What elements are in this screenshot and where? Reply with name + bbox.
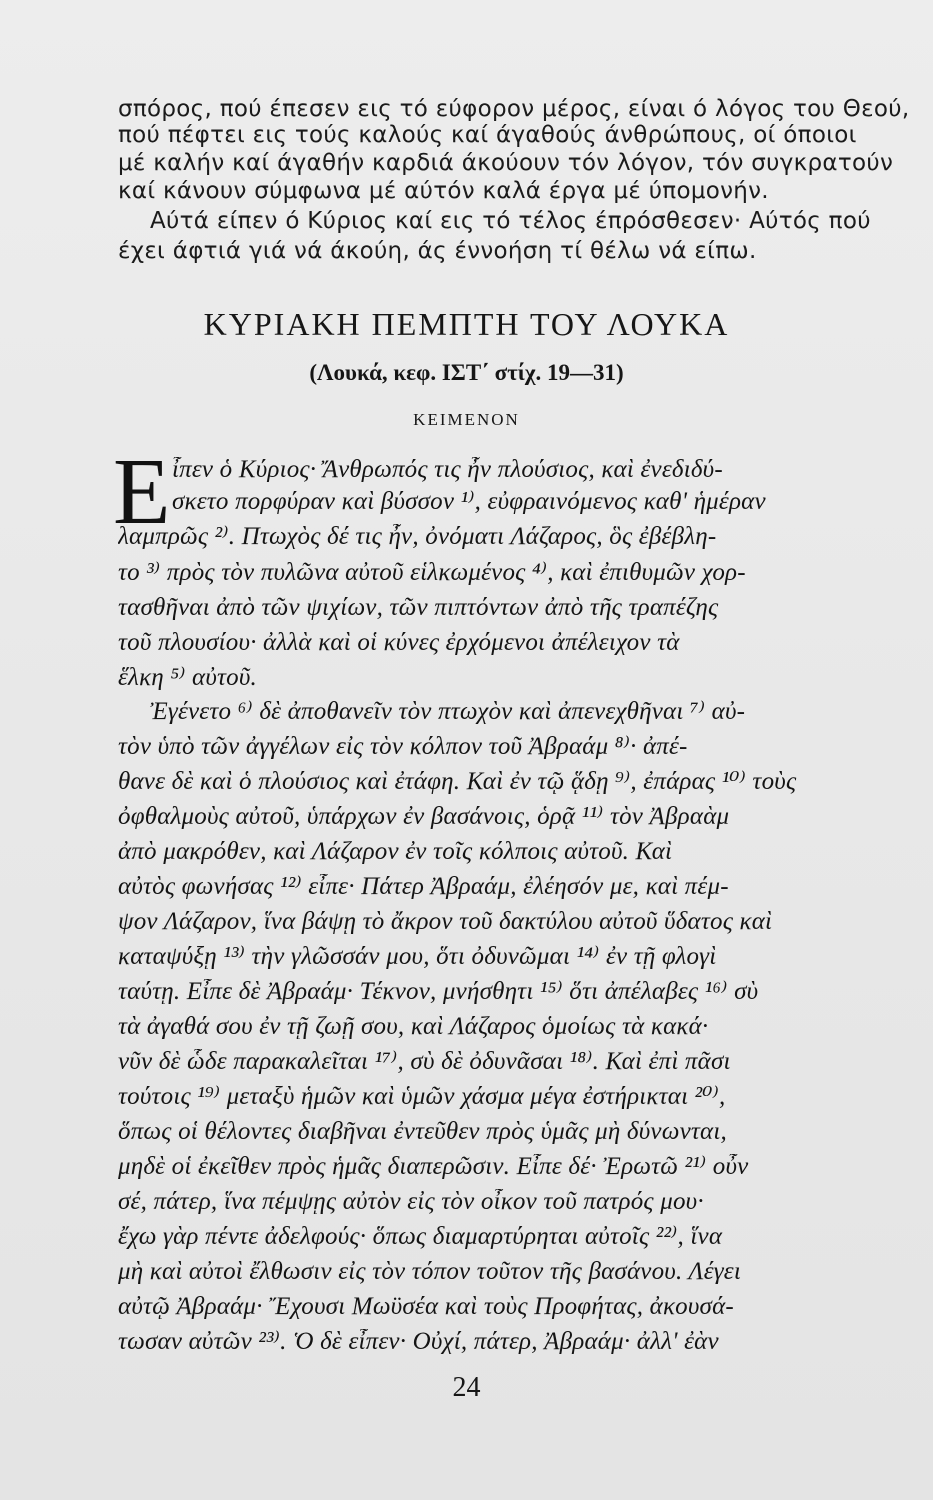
body-line-12: ἀπὸ μακρόθεν, καὶ Λάζαρον ἐν τοῖς κόλποις αὐτοῦ. Καὶ <box>118 839 673 864</box>
body-line-5: τασθῆναι ἀπὸ τῶν ψιχίων, τῶν πιπτόντων ἀπὸ τῆς τραπέζης <box>118 595 719 620</box>
intro-line-1: σπόρος, πού έπεσεν εις τό εύφορον μέρος, είναι ό λόγος του Θεού, <box>118 98 910 121</box>
body-line-14: ψον Λάζαρον, ἵνα βάψῃ τὸ ἄκρον τοῦ δακτύλου αὐτοῦ ὕδατος καὶ <box>118 909 773 934</box>
body-line-3: λαμπρῶς ²⁾. Πτωχὸς δέ τις ἦν, ὀνόματι Λάζαρος, ὃς ἐβέβλη- <box>118 524 717 549</box>
body-line-4: το ³⁾ πρὸς τὸν πυλῶνα αὐτοῦ εἱλκωμένος ⁴⁾, καὶ ἐπιθυμῶν χορ- <box>118 560 746 585</box>
drop-cap-letter: Ε <box>113 440 171 544</box>
body-line-6: τοῦ πλουσίου· ἀλλὰ καὶ οἱ κύνες ἐρχόμενοι ἀπέλειχον τὰ <box>118 630 680 655</box>
body-line-1: ἶπεν ὁ Κύριος· Ἄνθρωπός τις ἦν πλούσιος, καὶ ἐνεδιδύ- <box>172 457 723 482</box>
body-line-18: νῦν δὲ ὧδε παρακαλεῖται ¹⁷⁾, σὺ δὲ ὀδυνᾶσαι ¹⁸⁾. Καὶ ἐπὶ πᾶσι <box>118 1049 731 1074</box>
body-line-25: αὐτῷ Ἀβραάμ· Ἔχουσι Μωϋσέα καὶ τοὺς Προφήτας, ἀκουσά- <box>118 1294 734 1319</box>
body-line-21: μηδὲ οἱ ἐκεῖθεν πρὸς ἡμᾶς διαπερῶσιν. Εἶπε δέ· Ἐρωτῶ ²¹⁾ οὖν <box>118 1154 749 1179</box>
body-line-24: μὴ καὶ αὐτοὶ ἔλθωσιν εἰς τὸν τόπον τοῦτον τῆς βασάνου. Λέγει <box>118 1259 741 1284</box>
body-line-7: ἕλκη ⁵⁾ αὐτοῦ. <box>118 665 257 690</box>
body-line-8: Ἐγένετο ⁶⁾ δὲ ἀποθανεῖν τὸν πτωχὸν καὶ ἀπενεχθῆναι ⁷⁾ αὐ- <box>150 699 746 724</box>
body-line-13: αὐτὸς φωνήσας ¹²⁾ εἶπε· Πάτερ Ἀβραάμ, ἐλέησόν με, καὶ πέμ- <box>118 874 729 899</box>
body-line-23: ἔχω γὰρ πέντε ἀδελφούς· ὅπως διαμαρτύρηται αὐτοῖς ²²⁾, ἵνα <box>118 1224 723 1249</box>
body-line-26: τωσαν αὐτῶν ²³⁾. Ὁ δὲ εἶπεν· Οὐχί, πάτερ, Ἀβραάμ· ἀλλ' ἐὰν <box>118 1329 719 1354</box>
intro-line-2: πού πέφτει εις τούς καλούς καί άγαθούς άνθρώπους, οί όποιοι <box>118 124 857 147</box>
scripture-reference: (Λουκά, κεφ. ΙΣΤ΄ στίχ. 19—31) <box>309 360 624 385</box>
intro-line-5: Αύτά είπεν ό Κύριος καί εις τό τέλος έπρόσθεσεν· Αύτός πού <box>150 210 871 233</box>
body-line-10: θανε δὲ καὶ ὁ πλούσιος καὶ ἐτάφη. Καὶ ἐν τῷ ᾅδῃ ⁹⁾, ἐπάρας ¹⁰⁾ τοὺς <box>118 769 797 794</box>
body-line-20: ὅπως οἱ θέλοντες διαβῆναι ἐντεῦθεν πρὸς ὑμᾶς μὴ δύνωνται, <box>118 1119 727 1144</box>
intro-line-4: καί κάνουν σύμφωνα μέ αύτόν καλά έργα μέ ύπομονήν. <box>118 180 769 203</box>
section-title: ΚΥΡΙΑΚΗ ΠΕΜΠΤΗ ΤΟΥ ΛΟΥΚΑ <box>203 306 730 342</box>
body-line-22: σέ, πάτερ, ἵνα πέμψῃς αὐτὸν εἰς τὸν οἶκον τοῦ πατρός μου· <box>118 1189 704 1214</box>
body-line-17: τὰ ἀγαθά σου ἐν τῇ ζωῇ σου, καὶ Λάζαρος ὁμοίως τὰ κακά· <box>118 1014 709 1039</box>
body-line-16: ταύτῃ. Εἶπε δὲ Ἀβραάμ· Τέκνον, μνήσθητι ¹⁵⁾ ὅτι ἀπέλαβες ¹⁶⁾ σὺ <box>118 979 759 1004</box>
body-line-19: τούτοις ¹⁹⁾ μεταξὺ ἡμῶν καὶ ὑμῶν χάσμα μέγα ἐστήρικται ²⁰⁾, <box>118 1084 726 1109</box>
intro-line-6: έχει άφτιά γιά νά άκούη, άς έννοήση τί θέλω νά είπω. <box>118 240 757 263</box>
page-number: 24 <box>452 1372 481 1403</box>
body-line-15: καταψύξῃ ¹³⁾ τὴν γλῶσσάν μου, ὅτι ὀδυνῶμαι ¹⁴⁾ ἐν τῇ φλογὶ <box>118 944 717 969</box>
body-line-9: τὸν ὑπὸ τῶν ἀγγέλων εἰς τὸν κόλπον τοῦ Ἀβραάμ ⁸⁾· ἀπέ- <box>118 734 688 759</box>
body-line-2: σκετο πορφύραν καὶ βύσσον ¹⁾, εὐφραινόμενος καθ' ἡμέραν <box>172 489 766 514</box>
body-line-11: ὀφθαλμοὺς αὐτοῦ, ὑπάρχων ἐν βασάνοις, ὁρᾷ ¹¹⁾ τὸν Ἀβραὰμ <box>118 804 730 829</box>
section-label: ΚΕΙΜΕΝΟΝ <box>413 410 520 429</box>
intro-line-3: μέ καλήν καί άγαθήν καρδιά άκούουν τόν λόγον, τόν συγκρατούν <box>118 152 894 175</box>
